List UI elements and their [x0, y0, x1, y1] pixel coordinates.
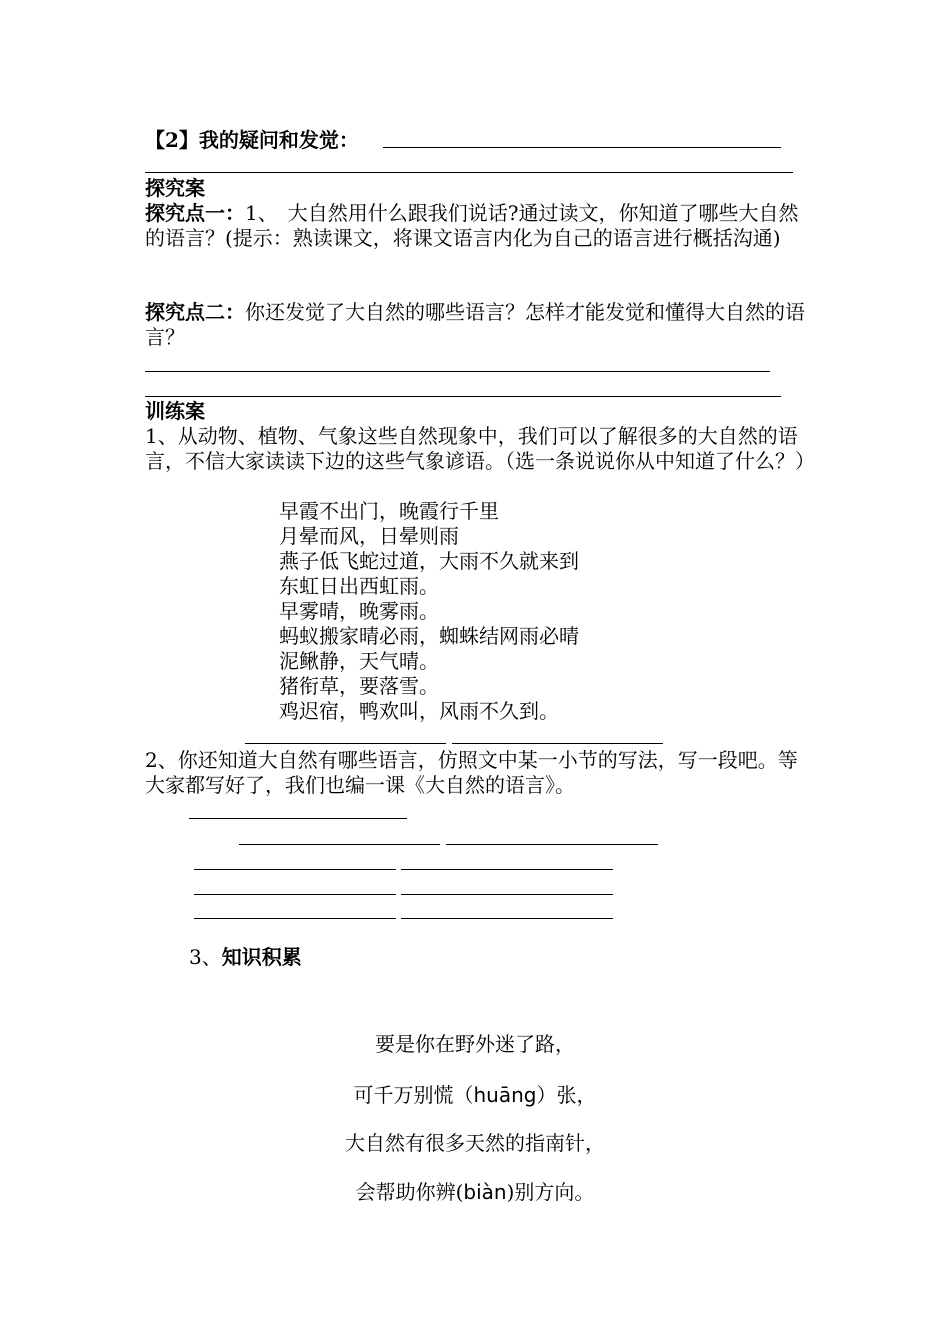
answer-line[interactable]: [145, 396, 781, 397]
answer-line[interactable]: [383, 147, 781, 148]
proverb-item: 泥鳅静，天气晴。: [279, 649, 439, 673]
proverb-item: 早霞不出门，晚霞行千里: [279, 499, 499, 523]
explore-heading: 探究案: [145, 176, 205, 200]
proverb-item: 东虹日出西虹雨。: [279, 574, 439, 598]
proverb-item: 早雾晴，晚雾雨。: [279, 599, 439, 623]
poem-line-4-text: )别方向。: [506, 1180, 595, 1204]
explore-point-1: [145, 201, 810, 251]
poem-line-1: 要是你在野外迷了路，: [375, 1032, 575, 1056]
training-question-3: [189, 945, 302, 970]
answer-line[interactable]: [446, 844, 658, 845]
question-3-number: 3、: [189, 945, 222, 969]
poem-line-2-text: 可千万别慌（: [353, 1083, 474, 1107]
answer-line[interactable]: [189, 818, 407, 819]
poem-line-2: [0, 1083, 950, 1108]
question-label: 【2】我的疑问和发觉：: [145, 128, 359, 152]
answer-line[interactable]: [239, 844, 440, 845]
proverb-item: 月晕而风，日晕则雨: [279, 524, 459, 548]
proverb-item: 燕子低飞蛇过道，大雨不久就来到: [279, 549, 579, 573]
explore-point-1-text: 1、 大自然用什么跟我们说话?通过读文，你知道了哪些大自然的语言？(提示：熟读课文，将课文语言内化为自己的语言进行概括沟通): [145, 201, 799, 250]
answer-line[interactable]: [401, 869, 613, 870]
explore-point-2: [145, 300, 810, 350]
training-heading: 训练案: [145, 399, 205, 423]
training-question-1: 1、从动物、植物、气象这些自然现象中，我们可以了解很多的大自然的语言，不信大家读读下边的这些气象谚语。（选一条说说你从中知道了什么？）: [145, 424, 815, 473]
explore-point-2-label: 探究点二：: [145, 300, 245, 324]
proverb-list: [279, 499, 579, 724]
explore-point-1-label: 探究点一：: [145, 201, 245, 225]
question-3-label: 知识积累: [221, 945, 302, 969]
pinyin-bian: biàn: [463, 1180, 507, 1204]
poem-line-4: [0, 1180, 950, 1205]
training-question-2: 2、你还知道大自然有哪些语言，仿照文中某一小节的写法，写一段吧。等大家都写好了，我们也编一课《大自然的语言》。: [145, 748, 798, 797]
poem-line-3: 大自然有很多天然的指南针，: [345, 1131, 605, 1155]
proverb-item: 鸡迟宿，鸭欢叫，风雨不久到。: [279, 699, 559, 723]
answer-line[interactable]: [245, 743, 446, 744]
pinyin-huang: huāng: [473, 1083, 537, 1107]
proverb-item: 猪衔草，要落雪。: [279, 674, 439, 698]
answer-line[interactable]: [401, 894, 613, 895]
answer-line[interactable]: [452, 743, 663, 744]
question-heading: [145, 128, 359, 153]
answer-line[interactable]: [145, 172, 793, 173]
answer-line[interactable]: [194, 918, 396, 919]
answer-line[interactable]: [145, 371, 770, 372]
answer-line[interactable]: [194, 869, 396, 870]
proverb-item: 蚂蚁搬家晴必雨，蜘蛛结网雨必晴: [279, 624, 579, 648]
answer-line[interactable]: [401, 918, 613, 919]
poem-line-2-text: ）张，: [536, 1083, 597, 1107]
explore-point-2-text: 你还发觉了大自然的哪些语言？怎样才能发觉和懂得大自然的语言？: [145, 300, 805, 349]
poem-line-4-text: 会帮助你辨(: [355, 1180, 464, 1204]
answer-line[interactable]: [194, 894, 396, 895]
